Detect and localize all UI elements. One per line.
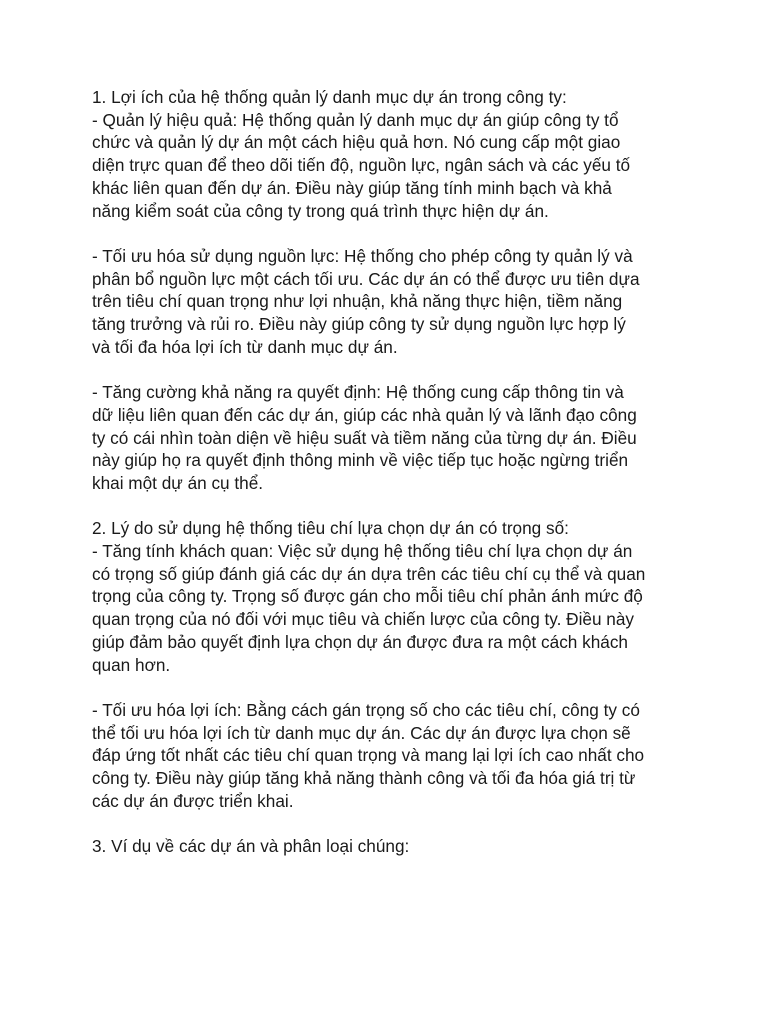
heading-section-2: 2. Lý do sử dụng hệ thống tiêu chí lựa chọn dự án có trọng số: [92, 518, 569, 539]
text-line: giúp đảm bảo quyết định lựa chọn dự án được đưa ra một cách khách [92, 631, 628, 652]
text-line: có trọng số giúp đánh giá các dự án dựa trên các tiêu chí cụ thể và quan [92, 563, 646, 584]
text-line: và tối đa hóa lợi ích từ danh mục dự án. [92, 336, 398, 357]
paragraph-decision-making [92, 381, 692, 495]
text-line: - Tối ưu hóa sử dụng nguồn lực: Hệ thống cho phép công ty quản lý và [92, 245, 633, 266]
document-page [92, 86, 692, 881]
text-line: quan trọng của nó đối với mục tiêu và chiến lược của công ty. Điều này [92, 609, 635, 630]
text-line: - Tăng tính khách quan: Việc sử dụng hệ thống tiêu chí lựa chọn dự án [92, 541, 633, 562]
text-line: tăng trưởng và rủi ro. Điều này giúp công ty sử dụng nguồn lực hợp lý [92, 314, 626, 335]
paragraph-resource-optimization [92, 245, 692, 359]
text-line: diện trực quan để theo dõi tiến độ, nguồn lực, ngân sách và các yếu tố [92, 155, 631, 176]
text-line: năng kiểm soát của công ty trong quá trình thực hiện dự án. [92, 200, 549, 221]
text-line: - Tăng cường khả năng ra quyết định: Hệ thống cung cấp thông tin và [92, 382, 624, 403]
text-line: trọng của công ty. Trọng số được gán cho mỗi tiêu chí phản ánh mức độ [92, 586, 643, 607]
text-line: - Tối ưu hóa lợi ích: Bằng cách gán trọng số cho các tiêu chí, công ty có [92, 699, 640, 720]
text-line: thể tối ưu hóa lợi ích từ danh mục dự án. Các dự án được lựa chọn sẽ [92, 722, 631, 743]
text-line: này giúp họ ra quyết định thông minh về việc tiếp tục hoặc ngừng triển [92, 450, 629, 471]
text-line: trên tiêu chí quan trọng như lợi nhuận, khả năng thực hiện, tiềm năng [92, 291, 623, 312]
text-line: khác liên quan đến dự án. Điều này giúp tăng tính minh bạch và khả [92, 177, 612, 198]
text-line: công ty. Điều này giúp tăng khả năng thành công và tối đa hóa giá trị từ [92, 768, 636, 789]
text-line: khai một dự án cụ thể. [92, 472, 264, 493]
section-2-weighted-criteria [92, 517, 692, 676]
text-line: - Quản lý hiệu quả: Hệ thống quản lý danh mục dự án giúp công ty tổ [92, 109, 619, 130]
section-3-examples [92, 835, 692, 858]
text-line: dữ liệu liên quan đến các dự án, giúp các nhà quản lý và lãnh đạo công [92, 404, 637, 425]
paragraph-benefit-optimization [92, 699, 692, 813]
text-line: quan hơn. [92, 654, 171, 675]
text-line: các dự án được triển khai. [92, 790, 294, 811]
text-line: đáp ứng tốt nhất các tiêu chí quan trọng và mang lại lợi ích cao nhất cho [92, 745, 645, 766]
text-line: ty có cái nhìn toàn diện về hiệu suất và tiềm năng của từng dự án. Điều [92, 427, 637, 448]
section-1-benefits [92, 86, 692, 222]
heading-section-1: 1. Lợi ích của hệ thống quản lý danh mục dự án trong công ty: [92, 87, 567, 107]
heading-section-3: 3. Ví dụ về các dự án và phân loại chúng: [92, 836, 410, 857]
text-line: chức và quản lý dự án một cách hiệu quả hơn. Nó cung cấp một giao [92, 132, 621, 153]
text-line: phân bổ nguồn lực một cách tối ưu. Các dự án có thể được ưu tiên dựa [92, 268, 640, 289]
